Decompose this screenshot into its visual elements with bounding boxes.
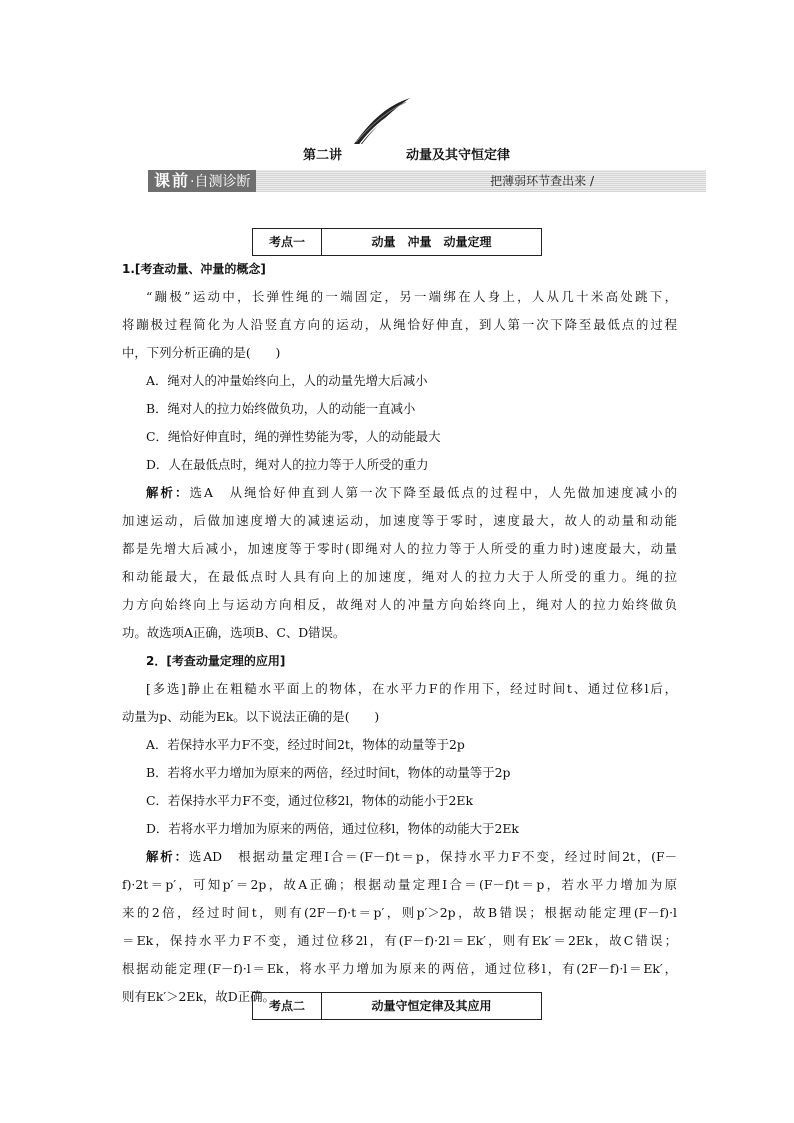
banner-note: 把薄弱环节查出来 / (490, 174, 594, 188)
q2-analysis-line: ＝Ek，保持水平力F不变，通过位移2l，有(F－f)·2l＝Ek′，则有Ek′＝2Ek，故C错误； (122, 933, 677, 948)
q1-option-d: D．人在最低点时，绳对人的拉力等于人所受的重力 (146, 457, 429, 472)
q1-stem-line: 将蹦极过程简化为人沿竖直方向的运动，从绳恰好伸直，到人第一次下降至最低点的过程 (122, 317, 677, 332)
q2-stem-line: 动量为p、动能为Ek。以下说法正确的是( ) (122, 709, 380, 724)
q1-analysis-line (122, 479, 677, 507)
q1-option-b: B．绳对人的拉力始终做负功，人的动能一直减小 (146, 401, 416, 416)
kaodian-box-2 (252, 992, 542, 1020)
chapter-number: 第二讲 (303, 148, 343, 163)
chapter-logo-icon (352, 96, 412, 146)
banner-small-text: ·自测诊断 (190, 174, 251, 190)
banner-big-text: 课前 (154, 171, 191, 190)
kaodian-box-1 (252, 228, 542, 256)
banner-tag (148, 170, 256, 192)
q2-analysis-text: 选AD 根据动量定理I合＝(F－f)t＝p，保持水平力F不变，经过时间2t，(F－ (188, 849, 677, 864)
q2-analysis-line: 根据动能定理(F－f)·l＝Ek，将水平力增加为原来的两倍，通过位移l，有(2F－f)·l＝Ek′， (122, 961, 677, 976)
kaodian-title: 动量守恒定律及其应用 (371, 999, 492, 1013)
q2-stem-line: [多选]静止在粗糙水平面上的物体，在水平力F的作用下，经过时间t、通过位移l后， (146, 681, 677, 696)
q1-analysis-label: 解析： (146, 485, 190, 500)
kaodian-title: 动量 冲量 动量定理 (371, 235, 492, 249)
q1-analysis-line: 加速运动，后做加速度增大的减速运动，加速度等于零时，速度最大，故人的动量和动能 (122, 513, 677, 528)
q1-option-c: C．绳恰好伸直时，绳的弹性势能为零，人的动能最大 (146, 429, 441, 444)
q2-option-b: B．若将水平力增加为原来的两倍，经过时间t，物体的动量等于2p (146, 765, 511, 780)
chapter-heading (0, 144, 794, 164)
q1-heading: 1.[考查动量、冲量的概念] (122, 262, 266, 276)
q1-analysis-line: 功。故选项A正确，选项B、C、D错误。 (122, 625, 346, 640)
q1-analysis-text: 选A 从绳恰好伸直到人第一次下降至最低点的过程中，人先做加速度减小的 (189, 485, 677, 500)
q2-analysis-label: 解析： (146, 849, 189, 864)
q1-analysis-line: 力方向始终向上与运动方向相反，故绳对人的冲量方向始终向上，绳对人的拉力始终做负 (122, 597, 677, 612)
q2-analysis-line: 则有Ek′＞2Ek，故D正确。 (122, 989, 275, 1004)
kaodian-label: 考点一 (253, 229, 322, 255)
q1-option-a: A．绳对人的冲量始终向上，人的动量先增大后减小 (146, 373, 428, 388)
q2-option-d: D．若将水平力增加为原来的两倍，通过位移l，物体的动能大于2Ek (146, 821, 519, 836)
q2-option-c: C．若保持水平力F不变，通过位移2l，物体的动能小于2Ek (146, 793, 473, 808)
q1-analysis-line: 和动能最大，在最低点时人具有向上的加速度，绳对人的拉力大于人所受的重力。绳的拉 (122, 569, 677, 584)
section-banner (148, 170, 706, 192)
q2-heading: 2．[考查动量定理的应用] (146, 654, 286, 668)
q1-stem-line: 中，下列分析正确的是( ) (122, 345, 281, 360)
kaodian-label: 考点二 (253, 993, 322, 1019)
q2-analysis-line: f)·2t＝p′，可知p′＝2p，故A正确；根据动量定理I合＝(F－f)t＝p，若水平力增加为原 (122, 877, 677, 892)
q2-option-a: A．若保持水平力F不变，经过时间2t，物体的动量等于2p (146, 737, 465, 752)
q1-stem-line: “蹦极”运动中，长弹性绳的一端固定，另一端绑在人身上，人从几十米高处跳下， (146, 289, 677, 304)
chapter-title: 动量及其守恒定律 (406, 148, 511, 163)
main-content (122, 255, 677, 1011)
q2-analysis-line: 来的2倍，经过时间t，则有(2F－f)·t＝p′，则p′＞2p，故B错误；根据动能定理(F－f)·l (122, 905, 677, 920)
q1-analysis-line: 都是先增大后减小，加速度等于零时(即绳对人的拉力等于人所受的重力时)速度最大，动量 (122, 541, 677, 556)
q2-analysis-line (122, 843, 677, 871)
